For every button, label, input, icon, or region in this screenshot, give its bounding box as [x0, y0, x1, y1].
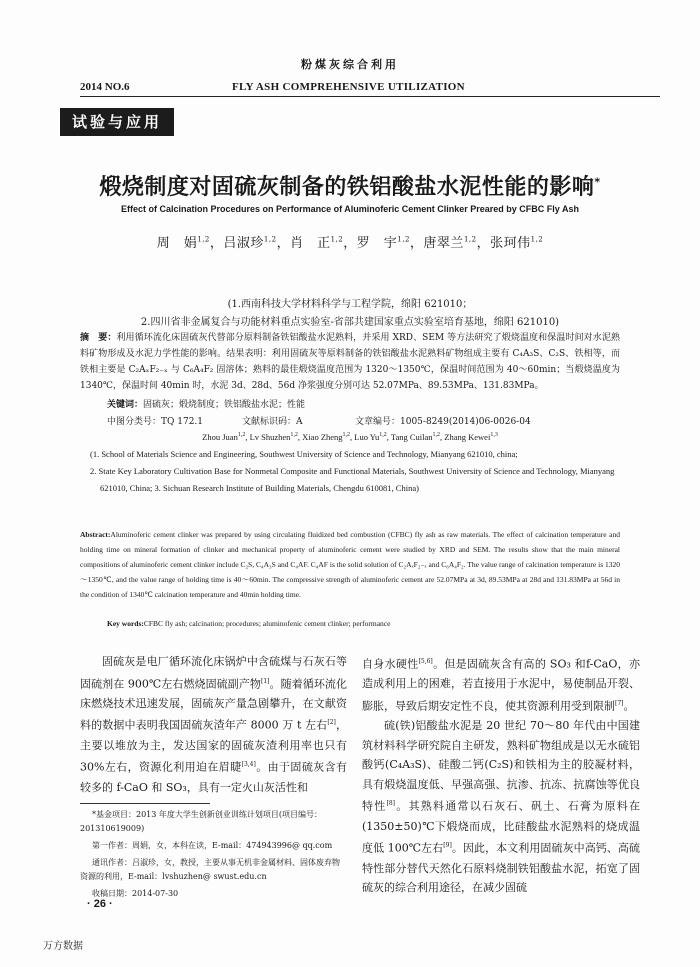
body-paragraph	[80, 652, 347, 797]
keywords-en	[107, 619, 390, 628]
body-text: 。	[623, 699, 635, 713]
author-en-affil: 1,2	[290, 432, 298, 439]
clc-number: 中图分类号：TQ 172.1	[107, 417, 204, 427]
footnote-rule	[80, 803, 210, 804]
affiliation-cn-1: (1.西南科技大学材料科学与工程学院，绵阳 621010；	[227, 299, 473, 310]
author-affil: 1,2	[330, 235, 344, 244]
citation: [8]	[386, 800, 395, 808]
footnotes	[80, 808, 347, 904]
author-en: Lv Shuzhen	[249, 432, 291, 442]
header-rule	[80, 96, 660, 97]
article-title-en: Effect of Calcination Procedures on Performance of Aluminoferic Cement Clinker Preared by CFBC Fly Ash	[121, 204, 579, 214]
body-paragraph	[362, 716, 640, 898]
footnote-first-author: 第一作者：周娟，女，本科在读，E-mail：474943996@ qq.com	[92, 841, 333, 850]
body-text: 。但是固硫灰含有高的 SO₃ 和f-CaO，亦造成利用上的困难，若直接用于水泥中，易使制品开裂、膨胀，导致后期安定性不良，使其资源利用受到限制	[362, 657, 640, 713]
abstract-cn	[80, 330, 620, 394]
footnote-fund: *基金项目：2013 年度大学生创新创业训练计划项目(项目编号：201310619009)	[80, 810, 323, 833]
journal-name-en: FLY ASH COMPREHENSIVE UTILIZATION	[232, 81, 465, 93]
article-number: 文章编号：1005-8249(2014)06-0026-04	[355, 417, 531, 427]
section-label: 试验与应用	[60, 108, 174, 136]
keywords-en-text: CFBC fly ash; calcination; procedures; aluminofenic cement clinker; performance	[143, 619, 391, 628]
author-en: Luo Yu	[354, 432, 380, 442]
abstract-en	[80, 527, 620, 602]
author-en-affil: 1,3	[490, 432, 498, 439]
author-list-en: Zhou Juan$^{1,2}$, Lv Shuzhen$^{1,2}$, Xiao Zheng$^{1,2}$, Luo Yu$^{1,2}$, Tang Cuilan$^{1,2}$, Zhang Kewei$^{1,3}$	[202, 432, 498, 442]
author: 周 娟	[156, 236, 198, 251]
author-en: Zhang Kewei	[444, 432, 491, 442]
body-text: 固硫灰是电厂循环流化床锅炉中含硫煤与石灰石等固硫剂在 900℃左右燃烧固硫副产物	[80, 655, 347, 691]
author-en: Xiao Zheng	[302, 432, 343, 442]
author-en-affil: 1,2	[432, 432, 441, 439]
abstract-cn-text: 利用循环流化床固硫灰代替部分原料制备铁铝酸盐水泥熟料，并采用 XRD、SEM 等方法研究了煅烧温度和保温时间对水泥熟料矿物形成及水泥力学性能的影响。结果表明：利用固硫灰等原料制备的铁铝酸盐水泥熟料矿物组成主要有 C₄A₃S、C₂S、铁相等，而铁相主要是 C₂AₓF₂₋ₓ 与 C₆A₄F₂ 固溶体；熟料的最佳煅烧温度范围为 1320～1350℃，保温时间范围为 40～60min；当煅烧温度为 1340℃，保温时间 40min 时，水泥 3d、28d、56d 净浆强度分别可达 52.07MPa、89.53MPa、131.83MPa。	[80, 333, 620, 391]
citation: [2]	[327, 719, 336, 727]
page-number: · 26 ·	[87, 898, 113, 910]
affiliation-en-1: (1. School of Materials Science and Engineering, Southwest University of Science and Technology, Mianyang 621010, china;	[90, 449, 518, 459]
keywords-cn-text: 固硫灰；煅烧制度；铁铝酸盐水泥；性能	[143, 400, 306, 410]
keywords-cn	[107, 397, 305, 410]
title-text: 煅烧制度对固硫灰制备的铁铝酸盐水泥性能的影响	[99, 175, 595, 200]
author-en-affil: 1,2	[342, 432, 351, 439]
author: 罗 宇	[356, 236, 398, 251]
journal-name-cn: 粉煤灰综合利用	[301, 58, 399, 71]
body-column-right	[362, 652, 640, 898]
author-list-cn: 周 娟$^{1,2}$，吕淑珍$^{1,2}$，肖 正$^{1,2}$，罗 宇$^{1,2}$，唐翠兰$^{1,2}$，张珂伟$^{1,2}$	[156, 235, 544, 251]
keywords-en-label: Key words:	[107, 619, 144, 628]
body-text: 。因此，本文利用固硫灰中高钙、高硫特性部分替代天然化石原料烧制铁铝酸盐水泥，拓宽了固硫灰的综合利用途径，在减少固硫	[362, 841, 640, 895]
citation: [5,6]	[418, 658, 433, 665]
abstract-en-label: Abstract:	[80, 530, 111, 539]
author: 吕淑珍	[223, 236, 264, 251]
body-text: 。随着循环流化床燃烧技术迅速发展，固硫灰产量急剧攀升，在文献资料的数据中表明我国固硫灰渣年产 8000 万 t 左右	[80, 677, 348, 733]
citation: [7]	[615, 699, 624, 707]
body-text: 。其熟料通常以石灰石、矾土、石膏为原料在(1350±50)℃下煅烧而成，比硅酸盐水泥熟料的烧成温度低 100℃左右	[362, 800, 640, 855]
title-footnote-marker: *	[594, 175, 601, 189]
article-title-cn	[60, 170, 640, 201]
author: 唐翠兰	[423, 236, 464, 251]
author-affil: 1,2	[397, 235, 410, 244]
affiliation-en-2: 2. State Key Laboratory Cultivation Base for Nonmetal Composite and Functional Materials, Southwest University of Science and Technology, Mianyang 621010, China; 3. Sichuan Research Institute of Building Materials, Chengdu 610081, China)	[90, 466, 615, 493]
author: 肖 正	[290, 236, 331, 251]
author: 张珂伟	[490, 236, 531, 251]
citation: [9]	[443, 842, 452, 850]
abstract-en-text: Aluminoferic cement clinker was prepared by using circulating fluidized bed combustion (CFBC) fly ash as raw materials. The effect of calcination temperature and holding time on mineral formation of clinker and mechanical property of aluminoferic cement were studied by XRD and SEM. The results show that the main mineral compositions of aluminoferic cement clinker include C₂S, C₄A₃S and C₄AF. C₄AF is the solid solution of C₂AₓF₂₋ₓ and C₆A₄F₂. The value range of calcination temperature is 1320～1350℃, and the value range of holding time is 40～60min. The compressive strength of aluminoferic cement are 52.07MPa at 3d, 89.53MPa at 28d and 131.83MPa at 56d in the condition of 1340℃ calcination temperature and 40min holding time.	[80, 530, 620, 599]
body-text: ，主要以堆放为主，发达国家的固硫灰渣利用率也只有 30%左右，资源化利用迫在眉睫	[80, 719, 347, 774]
footnote-corresponding-author: 通讯作者：吕淑珍，女，教授，主要从事无机非金属材料、固体废弃物资源的利用，E-mail：lvshuzhen@ swust.edu.cn	[80, 858, 340, 881]
author-affil: 1,2	[197, 235, 210, 244]
author-en: Tang Cuilan	[390, 432, 433, 442]
keywords-cn-label: 关键词：	[107, 400, 144, 410]
body-paragraph	[362, 652, 640, 716]
author-en-affil: 1,2	[237, 432, 246, 439]
author-en-affil: 1,2	[379, 432, 387, 439]
citation: [1]	[260, 677, 270, 685]
watermark: 万方数据	[43, 941, 83, 952]
author-affil: 1,2	[463, 235, 477, 244]
body-text: 自身水硬性	[362, 657, 419, 671]
body-column-left	[80, 652, 347, 797]
body-text: 硫(铁)铝酸盐水泥是 20 世纪 70～80 年代由中国建筑材料科学研究院自主研发，熟料矿物组成是以无水硫铝酸钙(C₄A₃S)、硅酸二钙(C₂S)和铁相为主的胶凝材料，具有煅烧温度低、早强高强、抗渗、抗冻、抗腐蚀等优良特性	[362, 719, 640, 814]
affiliation-cn-2: 2.四川省非金属复合与功能材料重点实验室-省部共建国家重点实验室培育基地，绵阳 621010)	[140, 317, 560, 328]
affiliations-en	[90, 446, 630, 497]
body-text: 。由于固硫灰含有较多的 f-CaO 和 SO₃，具有一定火山灰活性和	[80, 760, 348, 794]
abstract-cn-label: 摘 要：	[80, 333, 117, 343]
footnote-received-date: 收稿日期：2014-07-30	[92, 889, 179, 898]
year-issue: 2014 NO.6	[80, 81, 130, 93]
author-en: Zhou Juan	[202, 432, 238, 442]
author-affil: 1,2	[530, 235, 544, 244]
author-affil: 1,2	[263, 235, 277, 244]
document-code: 文献标识码：A	[242, 417, 303, 427]
citation: [3,4]	[241, 761, 256, 769]
